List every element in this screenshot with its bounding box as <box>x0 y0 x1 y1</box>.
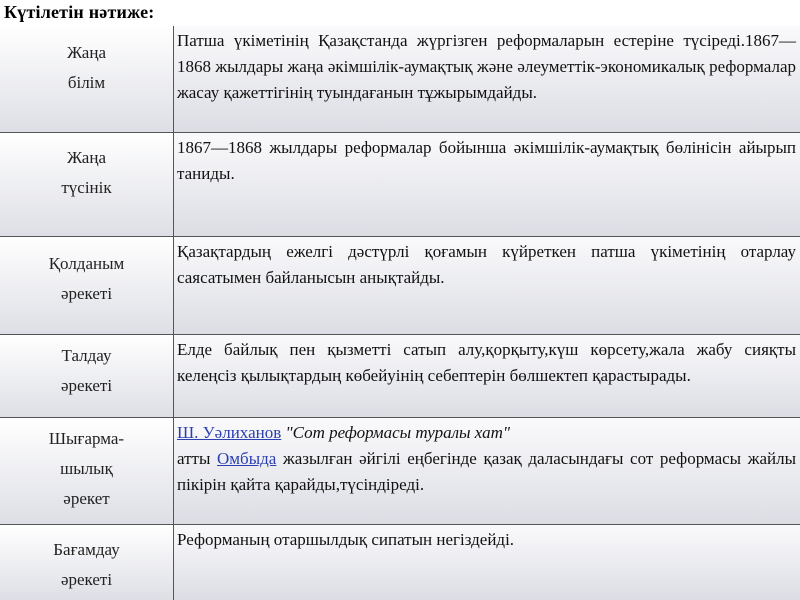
table-row <box>0 525 800 600</box>
row-label: Бағамдау <box>53 540 120 559</box>
row-label: Қолданым <box>48 254 125 273</box>
row-label: әрекеті <box>60 284 113 303</box>
row-label-cell <box>0 237 174 335</box>
row-text: Реформаның отаршылдық сипатын негіздейді. <box>177 530 515 549</box>
row-label: білім <box>67 73 106 92</box>
row-label: әрекеті <box>60 376 113 395</box>
row-label: әрекеті <box>60 570 113 589</box>
row-text-cell <box>174 335 800 418</box>
row-label-cell <box>0 26 174 133</box>
row-label-cell <box>0 525 174 600</box>
row-text-cell <box>174 133 800 237</box>
header-bar <box>0 0 800 26</box>
row-text: Патша үкіметінің Қазақстанда жүргізген реформаларын естеріне түсіреді.1867—1868 жылдары жаңа әкімшілік-аумақтық және әлеуметтік-экономикалық реформалар жасау қажеттігінің туындағанын тұжырымдайды. <box>177 31 796 102</box>
page-title: Күтілетін нәтиже: <box>4 2 155 22</box>
uälikhanov-link[interactable]: Ш. Уәлиханов <box>177 423 282 442</box>
row-label: Шығарма- <box>48 429 125 448</box>
row-text-cell <box>174 237 800 335</box>
row-label-cell <box>0 133 174 237</box>
omsk-link[interactable]: Омбыда <box>217 449 277 468</box>
row-label-cell <box>0 335 174 418</box>
table-row <box>0 26 800 133</box>
work-title-quote: "Сот реформасы туралы хат" <box>281 423 511 442</box>
row-text: 1867—1868 жылдары реформалар бойынша әкімшілік-аумақтық бөлінісін айырып таниды. <box>177 138 796 183</box>
row-text-cell <box>174 418 800 525</box>
table-row <box>0 335 800 418</box>
row-label: Талдау <box>61 346 112 365</box>
row-label-cell <box>0 418 174 525</box>
row-text: Елде байлық пен қызметті сатып алу,қорқыту,күш көрсету,жала жабу сияқты келеңсіз қылықтардың көбейуінің себептерін бөлшектеп қарастырады. <box>177 340 796 385</box>
row-label: әрекет <box>63 489 110 508</box>
row-text: жазылған әйгілі еңбегінде қазақ даласындағы сот реформасы жайлы пікірін қайта қарайды,түсіндіреді. <box>177 449 796 494</box>
outcomes-table <box>0 26 800 600</box>
row-text: атты <box>177 449 218 468</box>
table-row <box>0 418 800 525</box>
row-text: Қазақтардың ежелгі дәстүрлі қоғамын күйреткен патша үкіметінің отарлау саясатымен байланысын анықтайды. <box>177 242 796 287</box>
row-text-cell <box>174 525 800 600</box>
row-label: шылық <box>60 459 113 478</box>
row-label: Жаңа <box>67 43 106 62</box>
table-row <box>0 133 800 237</box>
row-text-cell <box>174 26 800 133</box>
row-label: Жаңа <box>67 148 106 167</box>
row-label: түсінік <box>61 178 112 197</box>
table-row <box>0 237 800 335</box>
